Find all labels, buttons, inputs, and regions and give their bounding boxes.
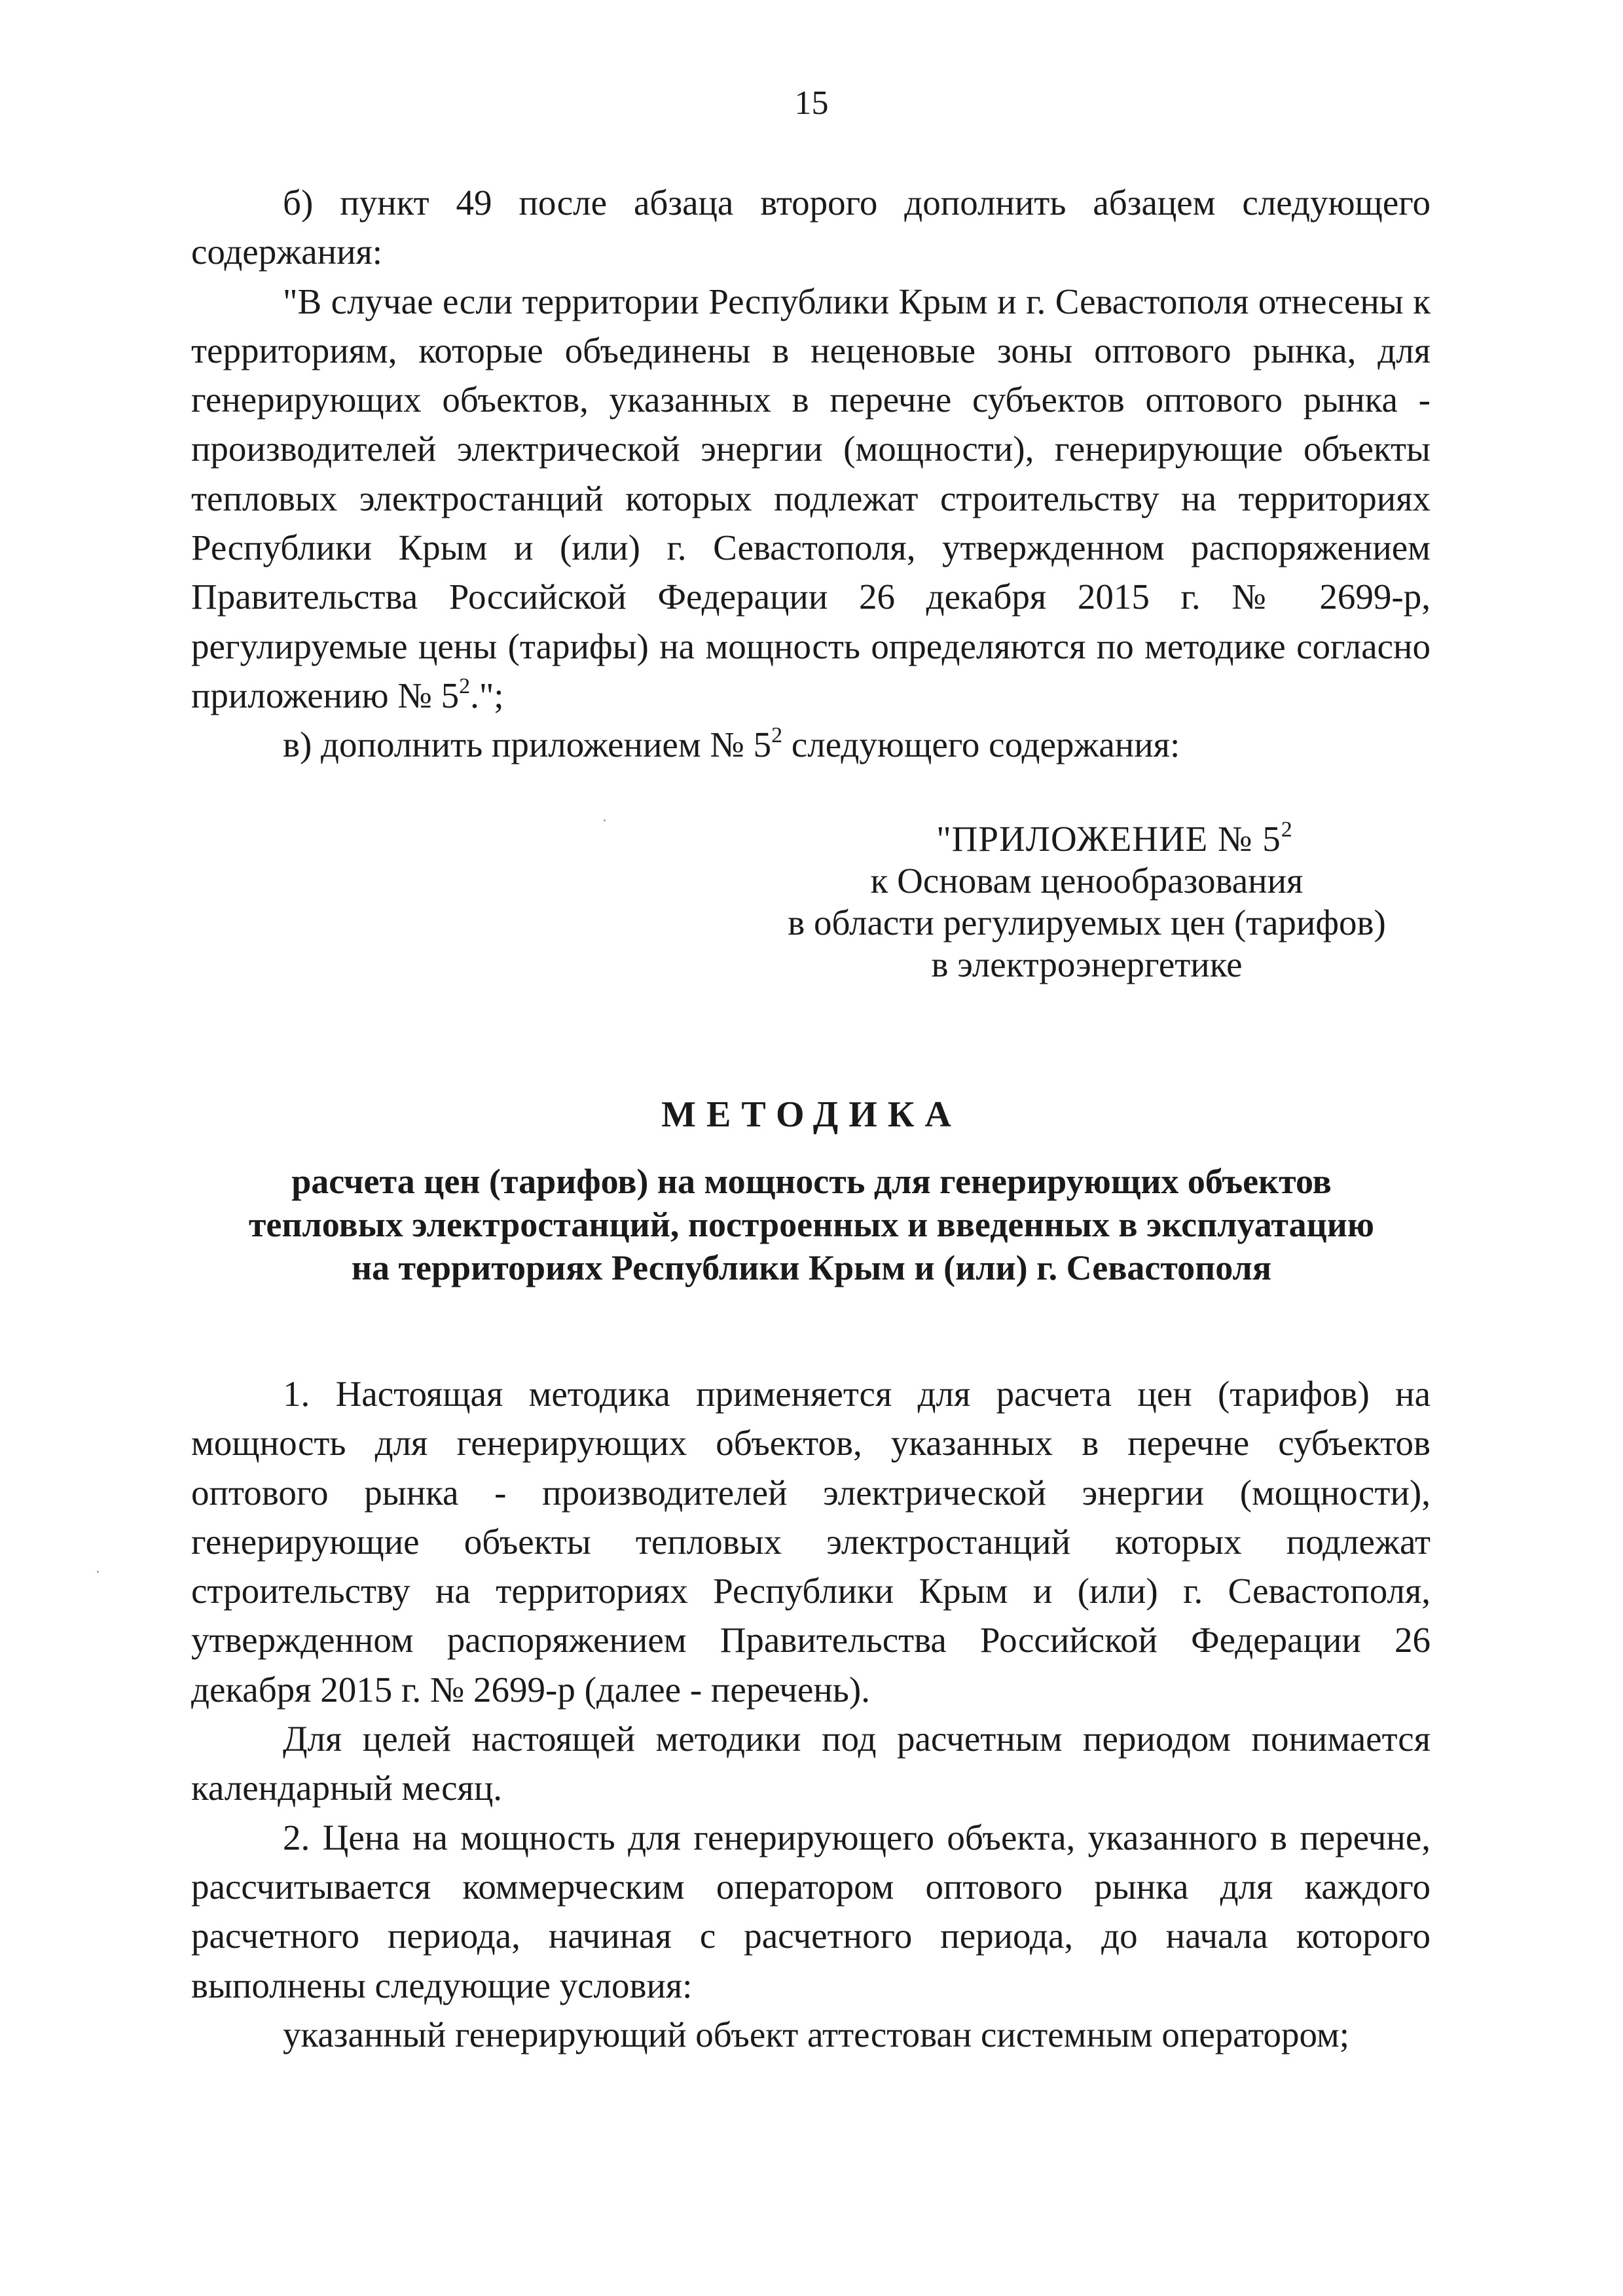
body-paragraph-2: Для целей настоящей методики под расчетным периодом понимается календарный месяц.: [191, 1719, 1431, 1808]
intro-quote-ending: .";: [470, 675, 504, 715]
intro-paragraph-v: [191, 720, 1431, 769]
scan-speck: [604, 819, 606, 821]
body-paragraph-3: 2. Цена на мощность для генерирующего объекта, указанного в перечне, рассчитывается коммерческим оператором оптового рынка для каждого расчетного периода, начиная с расчетного периода, до начала которого выполнены следующие условия:: [191, 1817, 1431, 2005]
subtitle-line-3: на территориях Республики Крым и (или) г. Севастополя: [351, 1248, 1272, 1287]
appendix-line-3: в области регулируемых цен (тарифов): [788, 903, 1386, 942]
appendix-line-4: в электроэнергетике: [931, 944, 1243, 984]
methodology-subtitle: [0, 1160, 1623, 1289]
intro-v-text: в) дополнить приложением № 5: [283, 725, 772, 765]
appendix-line-2: к Основам ценообразования: [870, 861, 1304, 901]
subtitle-line-1: расчета цен (тарифов) на мощность для генерирующих объектов: [291, 1162, 1332, 1201]
intro-quote-text: "В случае если территории Республики Крым и г. Севастополя отнесены к территориям, которые объединены в неценовые зоны оптового рынка, для генерирующих объектов, указанных в перечне субъектов оптового рынка - производителей электрической энергии (мощности), генерирующие объекты тепловых электростанций которых подлежат строительству на территориях Республики Крым и (или) г. Севастополя, утвержденном распоряжением Правительства Российской Федерации 26 декабря 2015 г. № 2699-р, регулируемые цены (тарифы) на мощность определяются по методике согласно приложению № 5: [191, 281, 1431, 715]
methodology-title: МЕТОДИКА: [661, 1094, 962, 1135]
scan-speck: [97, 1571, 99, 1573]
intro-paragraph-b: б) пункт 49 после абзаца второго дополнить абзацем следующего содержания:: [191, 183, 1431, 272]
subtitle-line-2: тепловых электростанций, построенных и введенных в эксплуатацию: [248, 1205, 1375, 1244]
body-paragraph-4: указанный генерирующий объект аттестован системным оператором;: [283, 2014, 1350, 2054]
intro-quote-superscript: 2: [459, 673, 471, 698]
intro-paragraph-quote: [191, 277, 1431, 721]
body-section: [191, 1369, 1431, 2059]
appendix-heading-superscript: 2: [1281, 817, 1293, 842]
intro-v-ending: следующего содержания:: [782, 725, 1180, 765]
appendix-heading: [753, 818, 1421, 860]
body-paragraph-1: 1. Настоящая методика применяется для расчета цен (тарифов) на мощность для генерирующих объектов, указанных в перечне субъектов оптового рынка - производителей электрической энергии (мощности), генерирующие объекты тепловых электростанций которых подлежат строительству на территориях Республики Крым и (или) г. Севастополя, утвержденном распоряжением Правительства Российской Федерации 26 декабря 2015 г. № 2699-р (далее - перечень).: [191, 1374, 1431, 1710]
appendix-header: [753, 818, 1421, 986]
intro-section: [191, 178, 1431, 770]
appendix-heading-text: "ПРИЛОЖЕНИЕ № 5: [936, 819, 1281, 859]
intro-v-superscript: 2: [771, 723, 783, 748]
page-number: 15: [794, 84, 829, 122]
